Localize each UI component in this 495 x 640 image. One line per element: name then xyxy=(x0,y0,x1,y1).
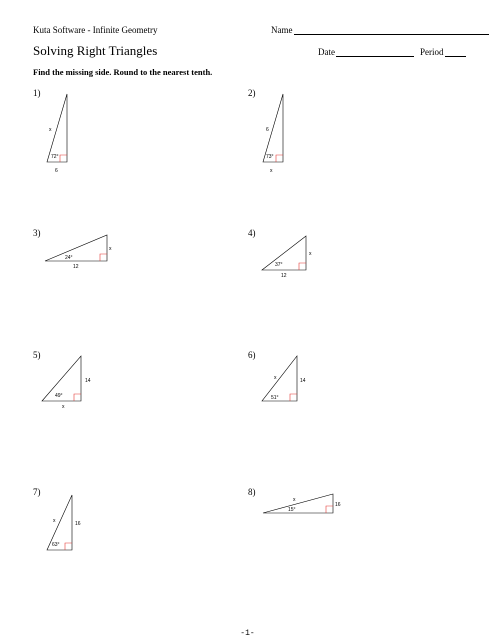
instructions: Find the missing side. Round to the nearest tenth. xyxy=(33,67,213,77)
problem-number-4: 4) xyxy=(248,228,256,238)
right-angle-marker-8 xyxy=(326,506,333,513)
side-label-2a: 6 xyxy=(266,127,269,133)
side-label-3a: x xyxy=(109,246,112,252)
right-angle-marker-7 xyxy=(65,543,72,550)
angle-label-3: 24° xyxy=(65,255,73,261)
triangle-3 xyxy=(45,235,107,261)
worksheet-source: Kuta Software - Infinite Geometry xyxy=(33,25,158,35)
right-angle-marker-2 xyxy=(276,155,283,162)
side-label-2b: x xyxy=(270,168,273,174)
problem-number-3: 3) xyxy=(33,228,41,238)
angle-label-5: 49° xyxy=(55,393,63,399)
angle-label-1: 72° xyxy=(51,154,59,160)
right-angle-marker-6 xyxy=(290,394,297,401)
date-label: Date xyxy=(318,47,335,57)
side-label-1b: 6 xyxy=(55,168,58,174)
side-label-3b: 12 xyxy=(73,264,79,270)
side-label-1a: x xyxy=(49,127,52,133)
angle-label-7: 63° xyxy=(52,542,60,548)
right-angle-marker-4 xyxy=(299,263,306,270)
worksheet-title: Solving Right Triangles xyxy=(33,43,158,58)
problem-number-6: 6) xyxy=(248,350,256,360)
problem-number-1: 1) xyxy=(33,88,41,98)
right-angle-marker-5 xyxy=(74,394,81,401)
angle-label-4: 37° xyxy=(275,262,283,268)
page-number: -1- xyxy=(240,629,255,638)
side-label-7a: x xyxy=(53,518,56,524)
right-angle-marker-3 xyxy=(100,254,107,261)
side-label-8a: x xyxy=(293,497,296,503)
name-label: Name xyxy=(271,25,293,35)
triangle-4 xyxy=(262,236,306,270)
problem-number-7: 7) xyxy=(33,487,41,497)
angle-label-2: 73° xyxy=(266,154,274,160)
side-label-5a: 14 xyxy=(85,378,91,384)
problem-number-2: 2) xyxy=(248,88,256,98)
side-label-4a: x xyxy=(309,251,312,257)
problem-number-8: 8) xyxy=(248,487,256,497)
triangle-8 xyxy=(263,494,333,513)
side-label-6a: x xyxy=(274,375,277,381)
angle-label-6: 51° xyxy=(271,395,279,401)
period-label: Period xyxy=(420,47,444,57)
side-label-8b: 16 xyxy=(335,502,341,508)
side-label-5b: x xyxy=(62,404,65,410)
right-angle-marker-1 xyxy=(60,155,67,162)
side-label-6b: 14 xyxy=(300,378,306,384)
side-label-7b: 16 xyxy=(75,521,81,527)
side-label-4b: 12 xyxy=(281,273,287,279)
problem-number-5: 5) xyxy=(33,350,41,360)
angle-label-8: 15° xyxy=(288,507,296,513)
